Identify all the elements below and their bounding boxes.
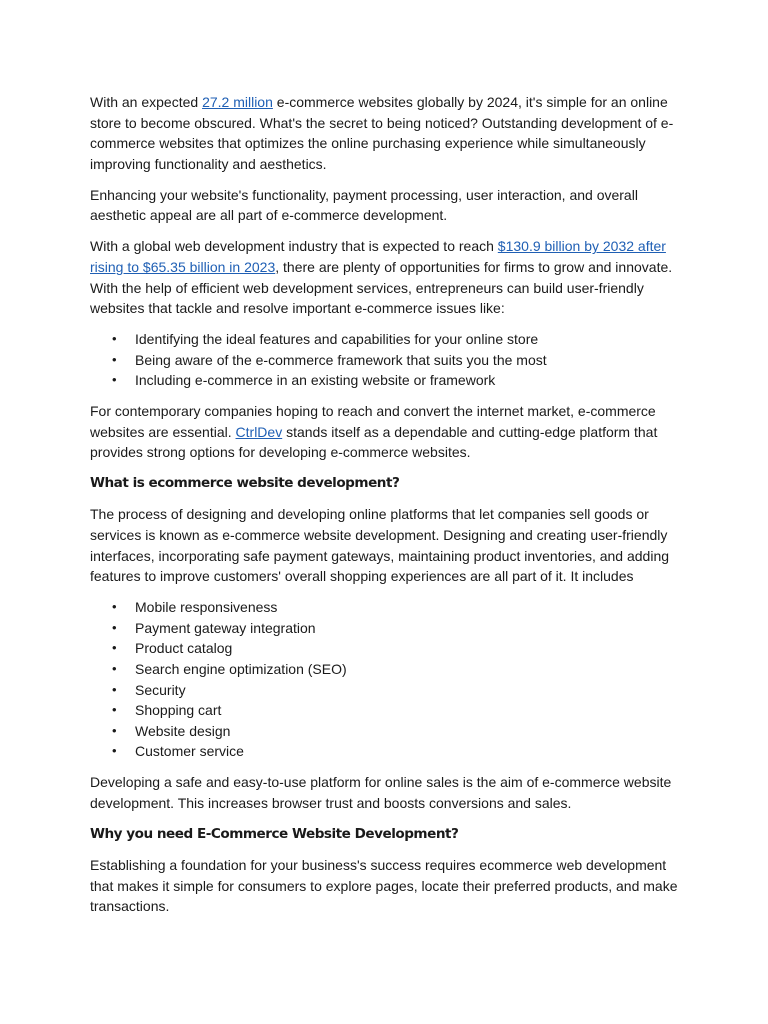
list-item-text: Website design bbox=[135, 722, 231, 739]
section1-paragraph-2: Developing a safe and easy-to-use platform for online sales is the aim of e-commerce website development. This increases browser trust and boosts conversions and sales. bbox=[90, 774, 672, 811]
bullet-icon: • bbox=[112, 660, 117, 676]
section-heading-why-need: Why you need E-Commerce Website Development? bbox=[90, 825, 459, 842]
list-item-text: Security bbox=[135, 681, 186, 698]
intro-p3-text-before: With a global web development industry that is expected to reach bbox=[90, 238, 498, 255]
intro-paragraph-3 bbox=[90, 236, 682, 318]
bullet-icon: • bbox=[112, 331, 117, 347]
issues-list bbox=[90, 329, 682, 391]
bullet-icon: • bbox=[112, 599, 117, 615]
list-item-text: Search engine optimization (SEO) bbox=[135, 660, 347, 677]
intro-p4-text-before: For contemporary companies hoping to reach and convert the internet market, e-commerce websites are essential. bbox=[90, 403, 656, 440]
bullet-icon: • bbox=[112, 351, 117, 367]
list-item-text: Mobile responsiveness bbox=[135, 599, 278, 616]
intro-paragraph-2: Enhancing your website's functionality, payment processing, user interaction, and overall aesthetic appeal are all part of e-commerce development. bbox=[90, 186, 638, 224]
bullet-icon: • bbox=[112, 681, 117, 697]
document-page bbox=[90, 92, 682, 927]
list-item-text: Being aware of the e-commerce framework that suits you the most bbox=[135, 351, 547, 368]
bullet-icon: • bbox=[112, 722, 117, 738]
bullet-icon: • bbox=[112, 619, 117, 635]
list-item bbox=[90, 329, 682, 350]
websites-statistic-link[interactable]: 27.2 million bbox=[202, 94, 273, 110]
bullet-icon: • bbox=[112, 702, 117, 718]
intro-p3-text-after: , there are plenty of opportunities for firms to grow and innovate. With the help of efficient web development services, entrepreneurs can build user-friendly websites that tackle and resolve important e-commerce issues like: bbox=[90, 258, 673, 317]
list-item-text: Identifying the ideal features and capabilities for your online store bbox=[135, 331, 539, 348]
list-item bbox=[90, 370, 682, 391]
section-heading-what-is: What is ecommerce website development? bbox=[90, 475, 400, 492]
list-item-text: Including e-commerce in an existing website or framework bbox=[135, 372, 496, 389]
list-item-text: Product catalog bbox=[135, 640, 233, 657]
intro-p1-text-after: e-commerce websites globally by 2024, it's simple for an online store to become obscured. What's the secret to being noticed? Outstanding development of e-commerce websites that optimizes the online purchasing experience while simultaneously improving functionality and aesthetics. bbox=[90, 94, 674, 172]
section2-paragraph-1: Establishing a foundation for your business's success requires ecommerce web development that makes it simple for consumers to explore pages, locate their preferred products, and make transactions. bbox=[90, 856, 678, 915]
list-item bbox=[90, 597, 682, 618]
list-item-text: Shopping cart bbox=[135, 702, 222, 719]
features-list bbox=[90, 597, 682, 762]
list-item bbox=[90, 638, 682, 659]
list-item-text: Payment gateway integration bbox=[135, 619, 316, 636]
intro-p1-text-before: With an expected bbox=[90, 94, 203, 110]
list-item-text: Customer service bbox=[135, 743, 244, 760]
intro-paragraph-4 bbox=[90, 401, 682, 463]
bullet-icon: • bbox=[112, 640, 117, 656]
ctrldev-link[interactable]: CtrlDev bbox=[235, 423, 283, 440]
intro-paragraph-1 bbox=[90, 92, 682, 174]
list-item bbox=[90, 618, 682, 639]
list-item bbox=[90, 741, 682, 762]
bullet-icon: • bbox=[112, 372, 117, 388]
list-item bbox=[90, 350, 682, 371]
list-item bbox=[90, 680, 682, 701]
industry-forecast-link[interactable]: $130.9 billion by 2032 after rising to $65.35 billion in 2023 bbox=[90, 238, 666, 275]
bullet-icon: • bbox=[112, 743, 117, 759]
intro-p4-text-after: stands itself as a dependable and cutting-edge platform that provides strong options for developing e-commerce websites. bbox=[90, 423, 658, 461]
list-item bbox=[90, 700, 682, 721]
list-item bbox=[90, 721, 682, 742]
list-item bbox=[90, 659, 682, 680]
section1-paragraph-1: The process of designing and developing online platforms that let companies sell goods or services is known as e-commerce website development. Designing and creating user-friendly interfaces, incorporating safe payment gateways, maintaining product inventories, and adding features to improve customers' overall shopping experiences are all part of it. It includes bbox=[90, 506, 670, 585]
